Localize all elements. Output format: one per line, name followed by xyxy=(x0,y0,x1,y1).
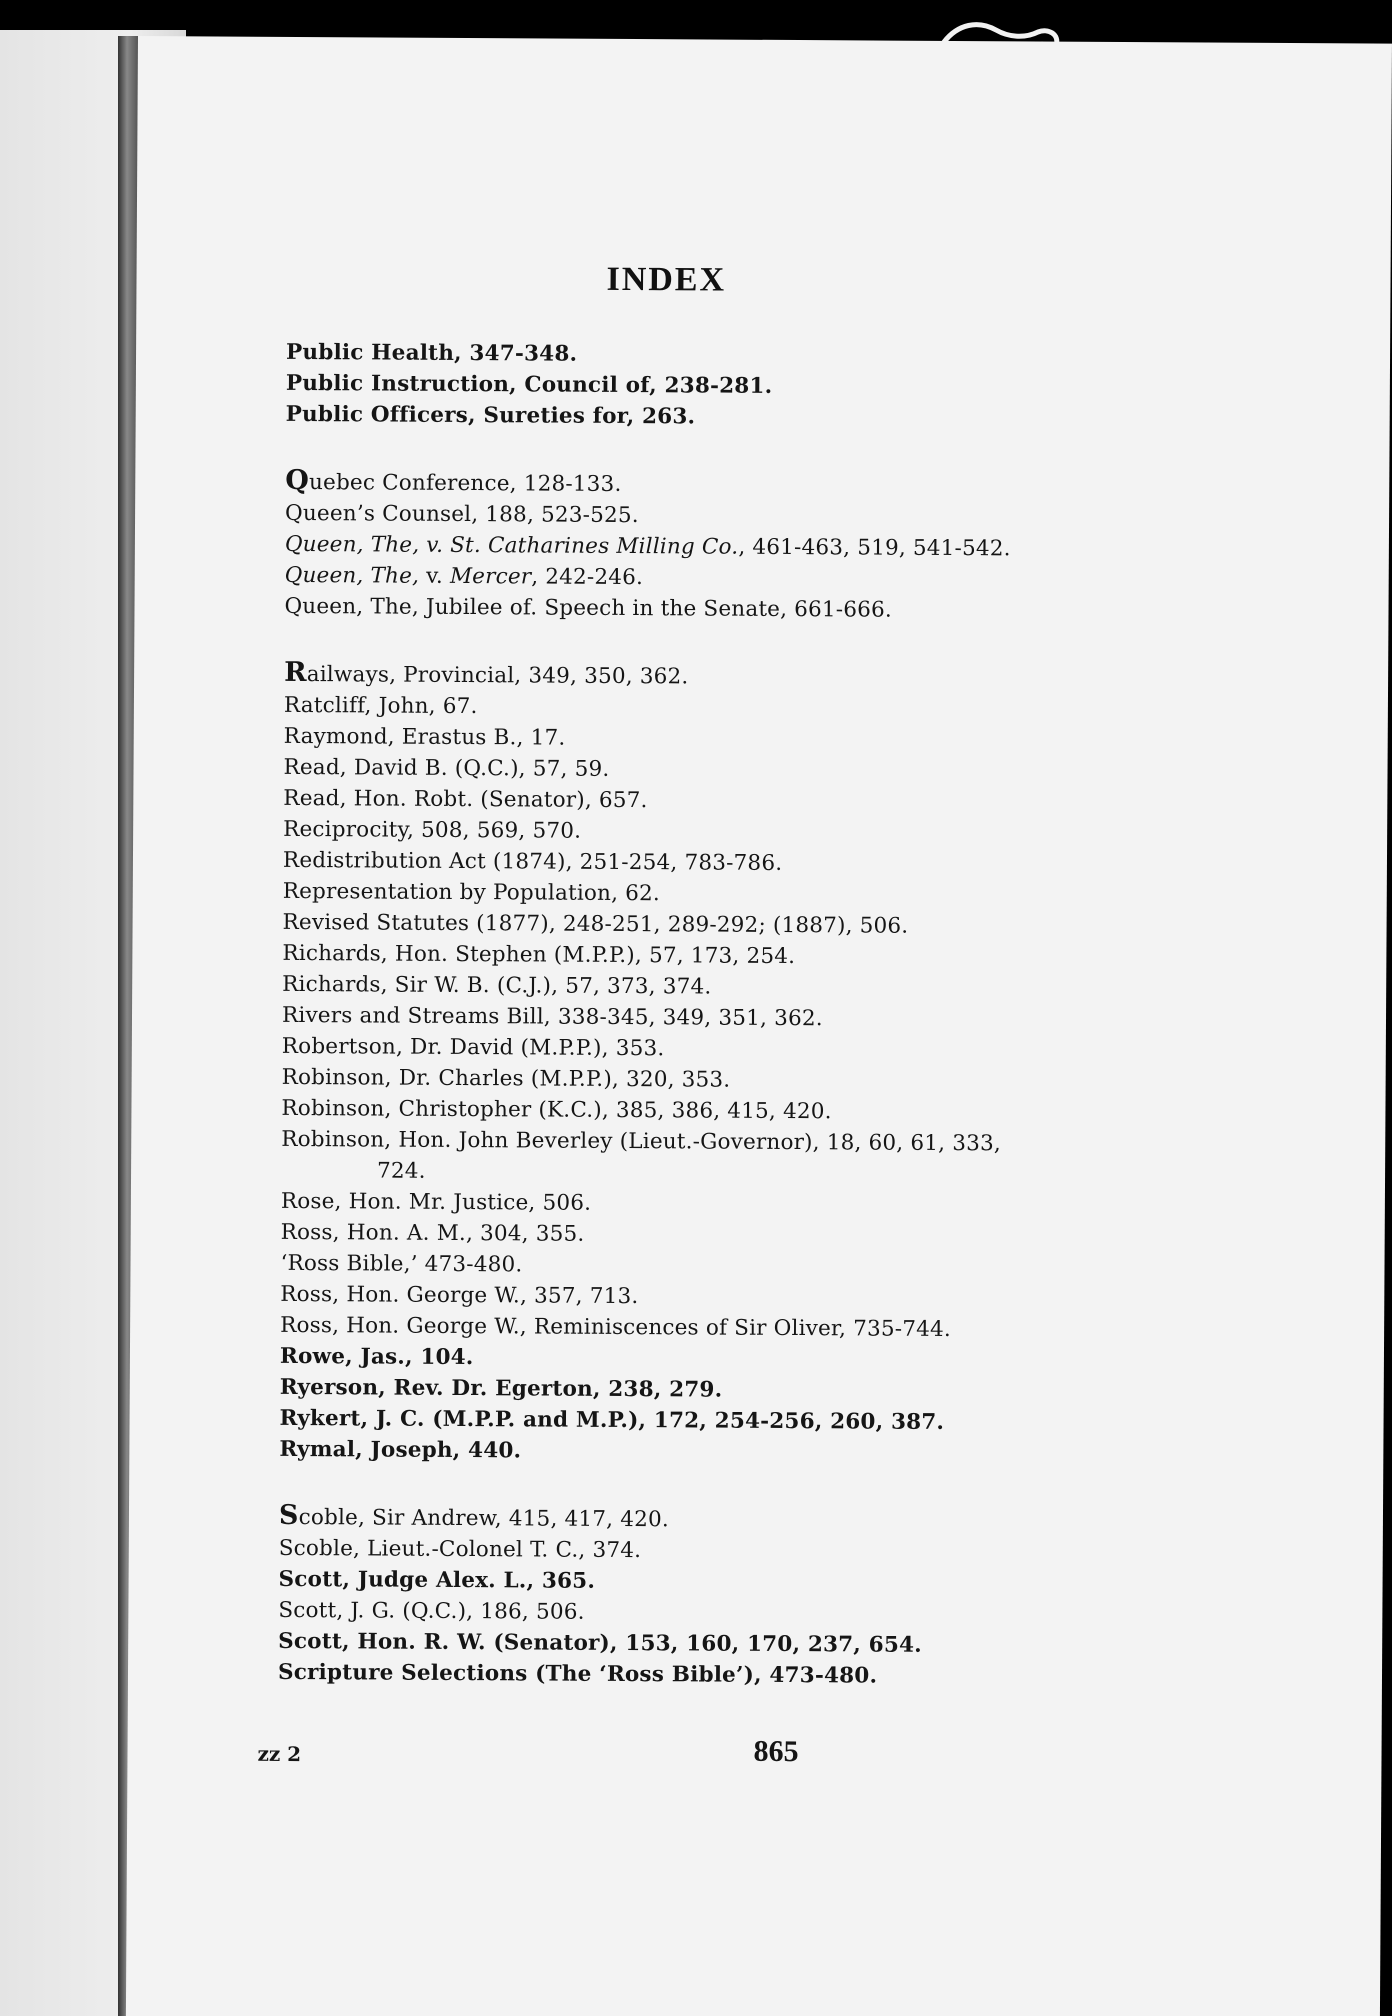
section-initial-letter: Q xyxy=(285,464,310,497)
entry-text: coble, Sir Andrew, 415, 417, 420. xyxy=(298,1505,670,1533)
entry-text: Rivers and Streams Bill, 338-345, 349, 351, 362. xyxy=(281,1002,823,1032)
entry-text: Ross, Hon. George W., 357, 713. xyxy=(280,1281,639,1310)
index-entry xyxy=(284,591,1244,628)
entry-text: Richards, Sir W. B. (C.J.), 57, 373, 374. xyxy=(282,971,712,1000)
entry-versus: v. xyxy=(419,563,451,589)
entry-text: Scott, Hon. R. W. (Senator), 153, 160, 170, 237, 654. xyxy=(278,1628,922,1658)
entry-text: ailways, Provincial, 349, 350, 362. xyxy=(306,662,689,690)
entry-text: Redistribution Act (1874), 251-254, 783-786. xyxy=(282,847,783,876)
signature-mark: zz 2 xyxy=(257,1741,302,1767)
index-section xyxy=(278,1500,1239,1694)
entry-text: ‘Ross Bible,’ 473-480. xyxy=(280,1250,523,1278)
entry-text: Scripture Selections (The ‘Ross Bible’), 473-480. xyxy=(277,1659,878,1689)
entry-text: Rykert, J. C. (M.P.P. and M.P.), 172, 254-256, 260, 387. xyxy=(279,1405,945,1435)
index-section xyxy=(279,657,1244,1471)
entry-text: Robinson, Dr. Charles (M.P.P.), 320, 353. xyxy=(281,1064,731,1093)
entry-text: Rowe, Jas., 104. xyxy=(279,1343,474,1371)
entry-text: Ryerson, Rev. Dr. Egerton, 238, 279. xyxy=(279,1374,723,1403)
entry-case-name: Queen, The, xyxy=(284,562,420,589)
entry-text: Richards, Hon. Stephen (M.P.P.), 57, 173, 254. xyxy=(282,940,796,970)
index-entry xyxy=(279,1434,1239,1471)
entry-text: Robinson, Hon. John Beverley (Lieut.-Governor), 18, 60, 61, 333, xyxy=(281,1126,1001,1157)
entry-text: Robinson, Christopher (K.C.), 385, 386, 415, 420. xyxy=(281,1095,832,1125)
entry-text: Scoble, Lieut.-Colonel T. C., 374. xyxy=(278,1535,642,1564)
entry-case-party: Mercer xyxy=(449,563,532,590)
entry-text: Read, David B. (Q.C.), 57, 59. xyxy=(283,754,610,782)
entry-text: Raymond, Erastus B., 17. xyxy=(283,723,566,751)
entry-text: Ross, Hon. George W., Reminiscences of Sir Oliver, 735-744. xyxy=(280,1312,951,1342)
entry-text: Robertson, Dr. David (M.P.P.), 353. xyxy=(281,1033,665,1062)
page-title: INDEX xyxy=(606,260,727,299)
section-initial-letter: R xyxy=(284,656,307,689)
entry-text: Ratcliff, John, 67. xyxy=(283,692,478,720)
entry-text: Queen’s Counsel, 188, 523-525. xyxy=(285,500,639,529)
entry-text: Rose, Hon. Mr. Justice, 506. xyxy=(280,1188,592,1216)
index-section xyxy=(284,465,1245,628)
entry-case-name: Queen, The, v. St. Catharines Milling Co. xyxy=(284,531,739,560)
section-initial-letter: S xyxy=(278,1499,299,1532)
entry-text: Reciprocity, 508, 569, 570. xyxy=(283,816,582,844)
entry-text: Queen, The, Jubilee of. Speech in the Senate, 661-666. xyxy=(284,593,893,623)
entry-text: Public Officers, Sureties for, 263. xyxy=(285,401,696,430)
entry-text: Public Health, 347-348. xyxy=(285,339,578,367)
entry-text: Scott, Judge Alex. L., 365. xyxy=(278,1566,596,1594)
entry-text: Rymal, Joseph, 440. xyxy=(279,1436,522,1464)
entry-text: Scott, J. G. (Q.C.), 186, 506. xyxy=(278,1597,585,1625)
index-page xyxy=(126,36,1392,2016)
entry-text: Ross, Hon. A. M., 304, 355. xyxy=(280,1219,585,1247)
entry-text: Revised Statutes (1877), 248-251, 289-292; (1887), 506. xyxy=(282,909,909,939)
entry-page-refs: , 242-246. xyxy=(531,564,644,591)
entry-text: Representation by Population, 62. xyxy=(282,878,661,907)
entry-page-refs: , 461-463, 519, 541-542. xyxy=(738,534,1011,562)
page-content xyxy=(126,36,1392,2016)
index-entry xyxy=(278,1657,1238,1694)
index-entry xyxy=(286,399,1246,436)
index-section xyxy=(286,337,1247,436)
entry-text: uebec Conference, 128-133. xyxy=(308,470,622,497)
entry-text: Read, Hon. Robt. (Senator), 657. xyxy=(283,785,648,814)
index-entries xyxy=(278,337,1246,1729)
entry-text: 724. xyxy=(376,1158,426,1184)
entry-text: Public Instruction, Council of, 238-281. xyxy=(285,370,773,399)
page-number: 865 xyxy=(753,1734,799,1769)
